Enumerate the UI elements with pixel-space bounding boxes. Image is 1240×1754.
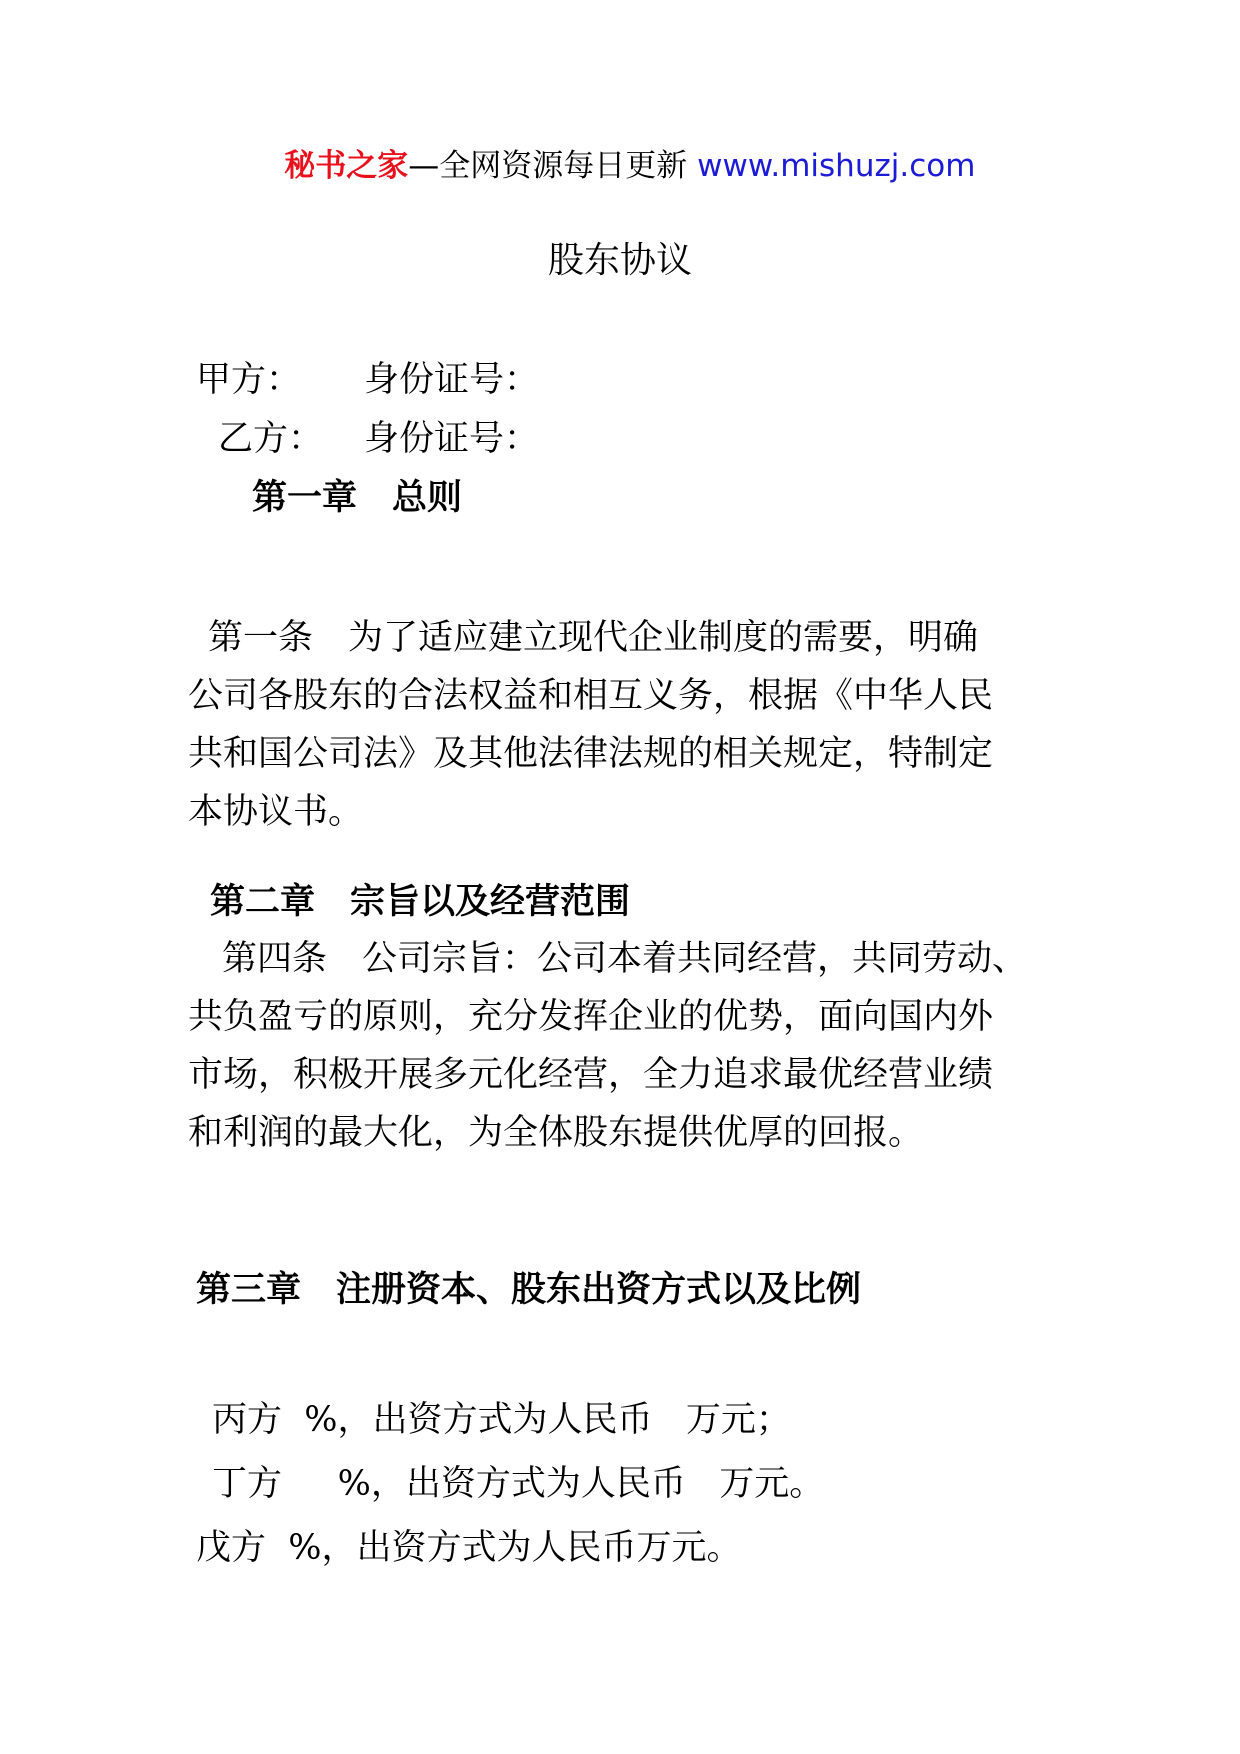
share-line-bing: 丙方 %，出资方式为人民币 万元；	[212, 1400, 791, 1440]
party-b-label: 乙方：	[218, 419, 324, 459]
party-a-id-label: 身份证号：	[364, 360, 540, 400]
article-1-line: 公司各股东的合法权益和相互义务，根据《中华人民	[188, 676, 994, 716]
party-b-id-label: 身份证号：	[364, 419, 540, 459]
article-1-line: 本协议书。	[188, 792, 364, 832]
article-4-line: 第四条 公司宗旨：公司本着共同经营，共同劳动、	[222, 939, 1028, 979]
share-line-ding: 丁方 %，出资方式为人民币 万元。	[212, 1464, 825, 1504]
brand-name: 秘书之家	[284, 148, 409, 184]
chapter-1-heading: 第一章 总则	[252, 477, 463, 518]
article-1-line: 共和国公司法》及其他法律法规的相关规定，特制定	[188, 734, 994, 774]
article-4-line: 和利润的最大化，为全体股东提供优厚的回报。	[188, 1113, 924, 1153]
article-4-line: 共负盈亏的原则，充分发挥企业的优势，面向国内外	[188, 997, 994, 1037]
article-1	[188, 609, 1088, 841]
chapter-3-heading: 第三章 注册资本、股东出资方式以及比例	[196, 1269, 862, 1310]
site-header	[0, 104, 1240, 185]
article-4	[188, 930, 1088, 1162]
chapter-2-heading: 第二章 宗旨以及经营范围	[210, 881, 631, 922]
header-tagline: 全网资源每日更新	[439, 148, 688, 184]
article-1-line: 第一条 为了适应建立现代企业制度的需要，明确	[208, 618, 979, 658]
header-dash: —	[408, 148, 440, 184]
party-a-label: 甲方：	[196, 360, 302, 400]
document-title: 股东协议	[547, 240, 692, 281]
header-url-link[interactable]: www.mishuzj.com	[697, 148, 976, 184]
article-4-line: 市场，积极开展多元化经营，全力追求最优经营业绩	[188, 1055, 994, 1095]
share-line-wu: 戊方 %，出资方式为人民币万元。	[196, 1528, 742, 1568]
